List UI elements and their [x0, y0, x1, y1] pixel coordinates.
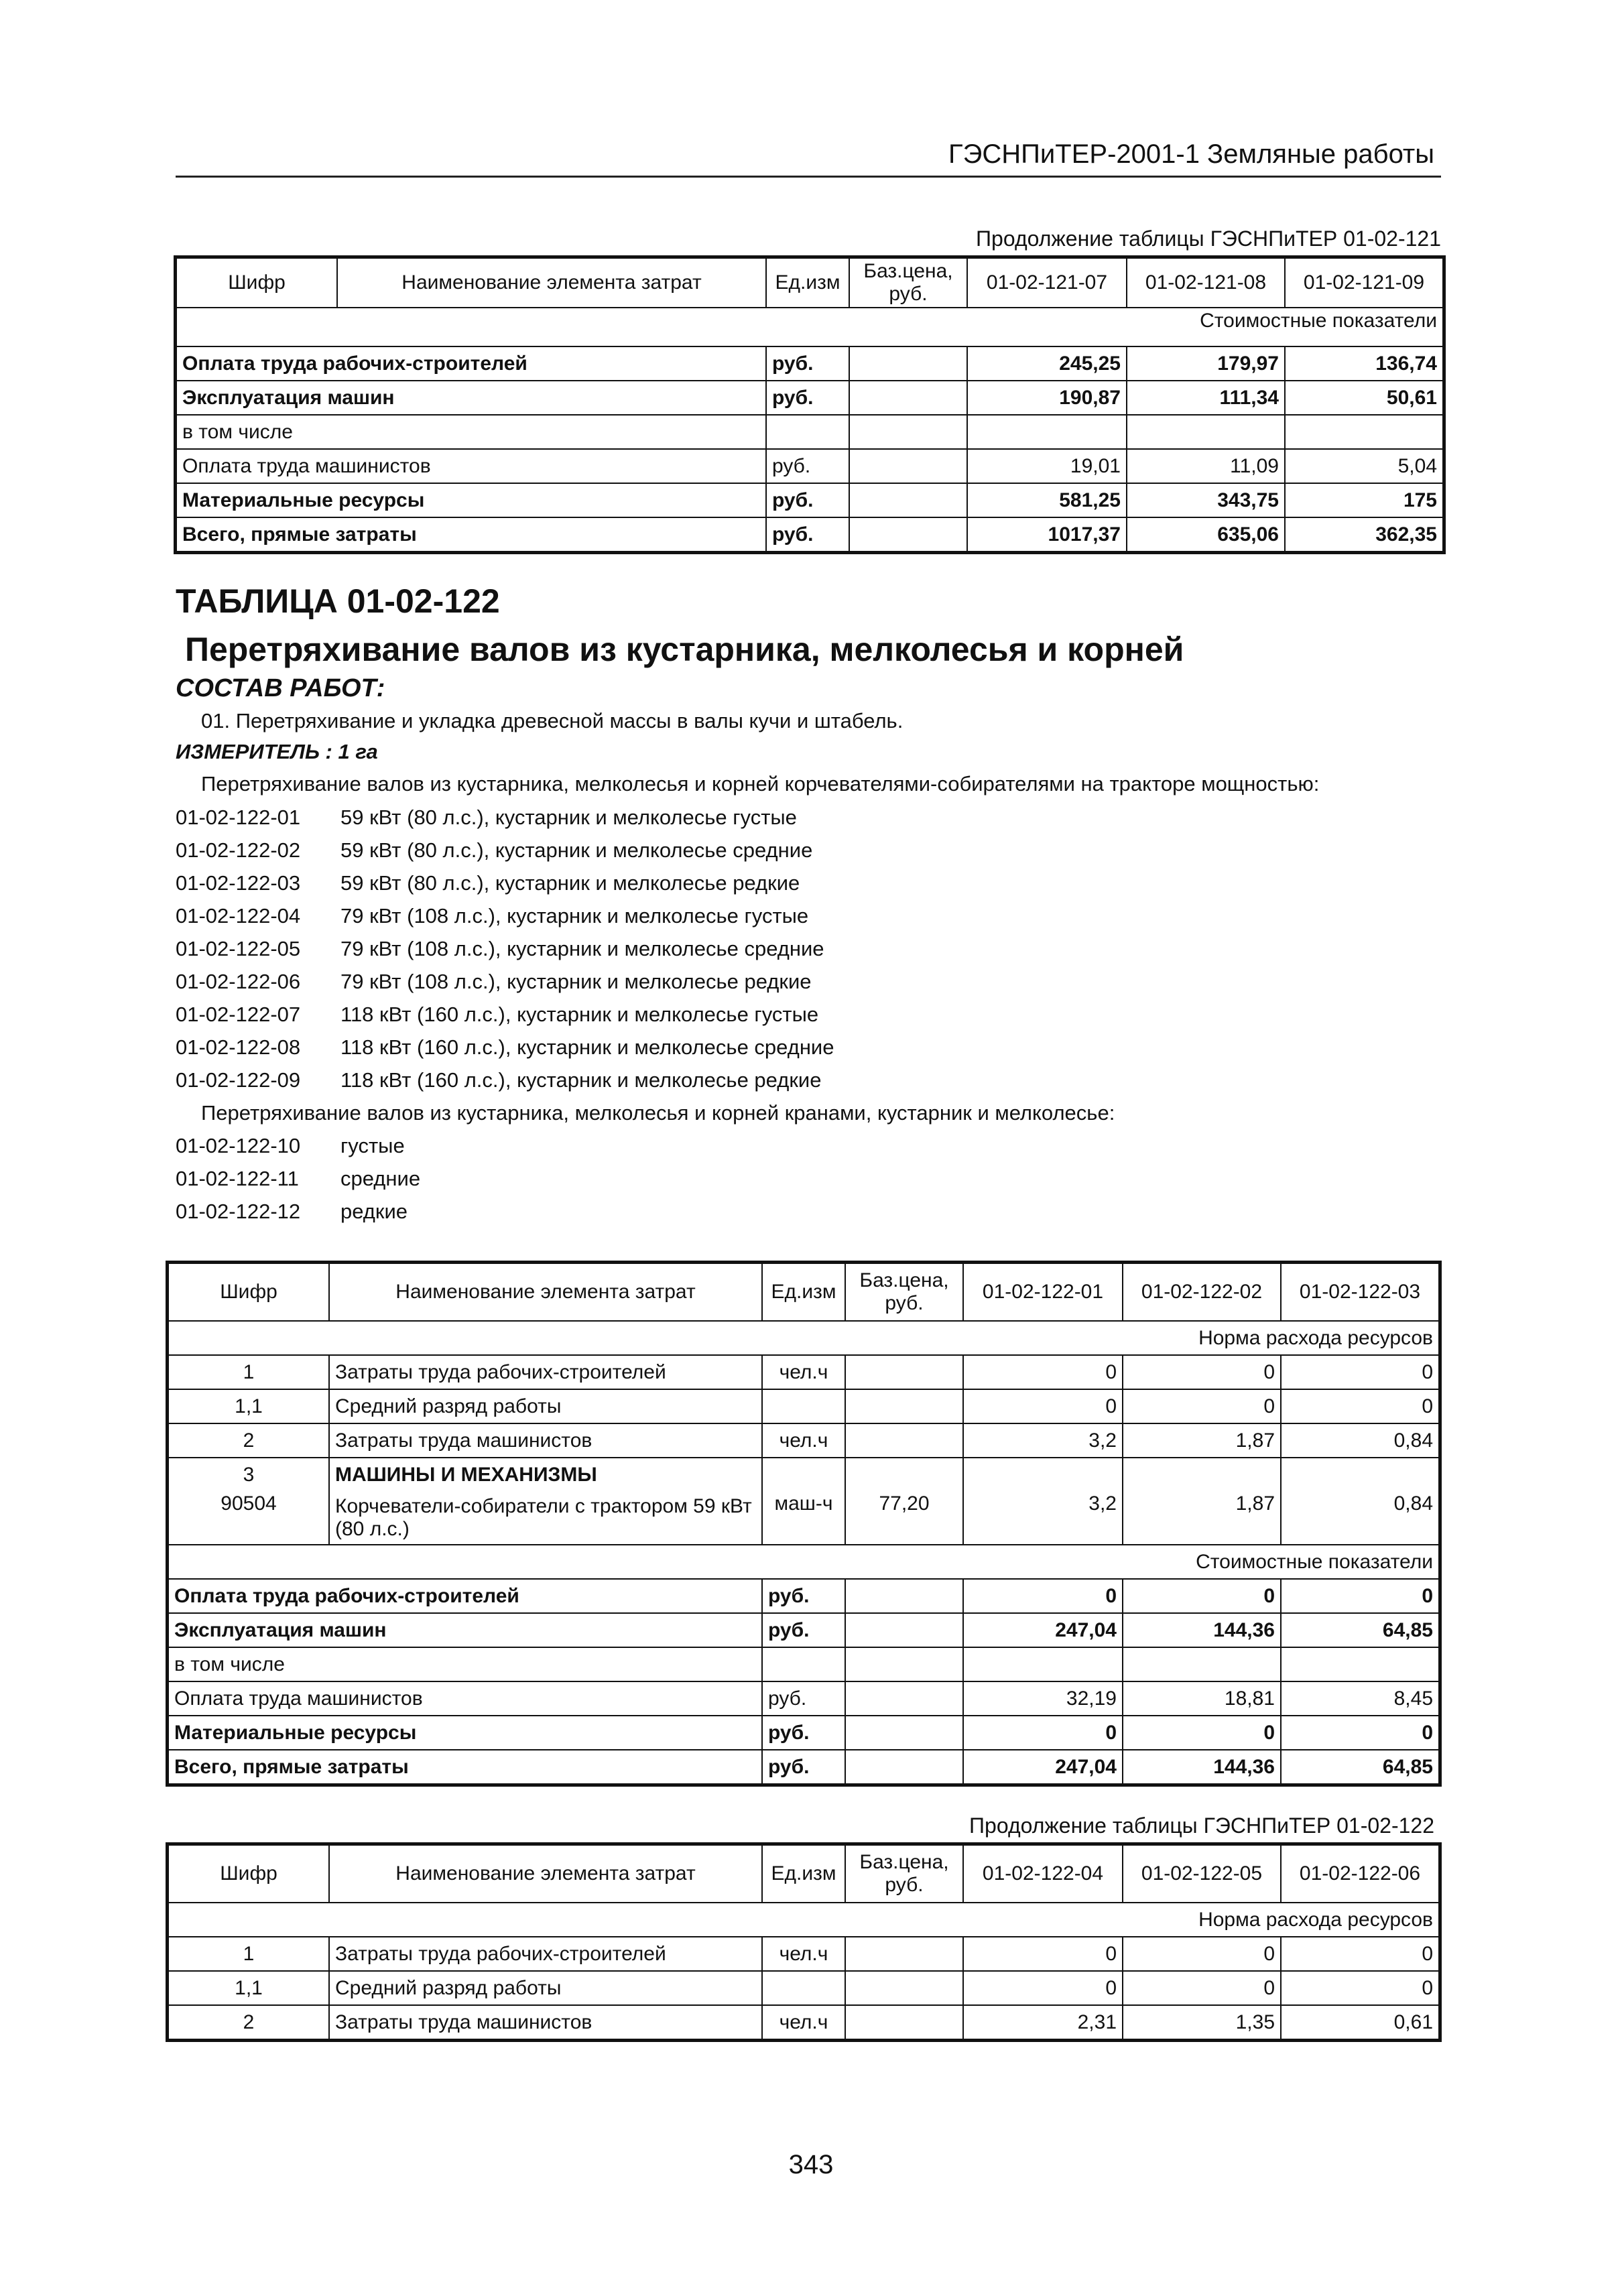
table1-header-cell: Наименование элемента затрат: [337, 258, 766, 308]
table2-row-value: 3,2: [963, 1491, 1123, 1545]
table3-section-label: Норма расхода ресурсов: [168, 1903, 1439, 1937]
measure-unit: ИЗМЕРИТЕЛЬ : 1 га: [176, 740, 378, 763]
table3-row-value: 1,35: [1123, 2005, 1281, 2039]
table1-row-value: 111,34: [1127, 381, 1285, 415]
table1-header-cell: 01-02-121-08: [1127, 258, 1285, 308]
table2-machine-row: [168, 1491, 1439, 1545]
table3-header-cell: Наименование элемента затрат: [329, 1845, 762, 1903]
table1-row-value: 136,74: [1285, 346, 1443, 381]
table-row: [176, 381, 1443, 415]
table2-row-price: [845, 1355, 963, 1389]
table2-cost-value: 144,36: [1123, 1750, 1281, 1784]
intro-text: Перетряхивание валов из кустарника, мелколесья и корней корчевателями-собирателями на тракторе мощностью:: [201, 772, 1320, 795]
table2-cost-name: Материальные ресурсы: [168, 1716, 762, 1750]
table2-header-cell: Ед.изм: [762, 1263, 845, 1321]
list-item-text: 118 кВт (160 л.с.), кустарник и мелколесье средние: [340, 1035, 834, 1059]
table2-section-row: [168, 1321, 1439, 1355]
table2-row-value: 0: [963, 1355, 1123, 1389]
table1-row-value: 179,97: [1127, 346, 1285, 381]
table-row: [168, 1971, 1439, 2005]
table3-row-price: [845, 1937, 963, 1971]
table1-row-value: 362,35: [1285, 517, 1443, 552]
table1-row-price: [849, 415, 967, 449]
table1-header-row: [176, 258, 1443, 308]
table2-row-price: [845, 1389, 963, 1423]
table3-row-price: [845, 1971, 963, 2005]
table2-row-value: 0: [963, 1389, 1123, 1423]
table3-row-value: 2,31: [963, 2005, 1123, 2039]
table2-cost-unit: руб.: [762, 1716, 845, 1750]
page-number: 343: [788, 2150, 834, 2179]
table1-row-unit: руб.: [766, 483, 849, 517]
table2-cost-price: [845, 1647, 963, 1681]
table1-row-name: Оплата труда рабочих-строителей: [176, 346, 766, 381]
table2-header-cell: 01-02-122-03: [1281, 1263, 1439, 1321]
table3-row-value: 0: [1123, 1971, 1281, 2005]
table2-cost-value: 247,04: [963, 1750, 1123, 1784]
section-heading: Перетряхивание валов из кустарника, мелколесья и корней: [185, 631, 1184, 668]
table1-row-price: [849, 449, 967, 483]
table2-row-name: МАШИНЫ И МЕХАНИЗМЫ: [329, 1458, 762, 1491]
list-item-code: 01-02-122-08: [176, 1035, 301, 1059]
table-row: [168, 1647, 1439, 1681]
table2-cost-name: Эксплуатация машин: [168, 1613, 762, 1647]
table2-row-name: Затраты труда машинистов: [329, 1423, 762, 1458]
table2-row-unit: [762, 1389, 845, 1423]
table1-row-unit: руб.: [766, 346, 849, 381]
table2-row-value: 0: [1281, 1389, 1439, 1423]
table3: [168, 1844, 1440, 2040]
list-item-text: средние: [340, 1167, 421, 1190]
table1-row-name: Эксплуатация машин: [176, 381, 766, 415]
table2-row-name: Затраты труда рабочих-строителей: [329, 1355, 762, 1389]
table1-row-unit: [766, 415, 849, 449]
list-item-code: 01-02-122-09: [176, 1068, 301, 1092]
list-item-code: 01-02-122-03: [176, 871, 301, 895]
table2-cost-value: [1281, 1647, 1439, 1681]
table1-row-value: 635,06: [1127, 517, 1285, 552]
list-item-code: 01-02-122-11: [176, 1167, 299, 1190]
table1-header-cell: 01-02-121-09: [1285, 258, 1443, 308]
list-item-text: 79 кВт (108 л.с.), кустарник и мелколесье густые: [340, 904, 809, 928]
table2-cost-value: 0: [963, 1579, 1123, 1613]
table-row: [168, 1716, 1439, 1750]
table1-row-price: [849, 517, 967, 552]
table1-header-cell: 01-02-121-07: [967, 258, 1127, 308]
table2-section-label: Стоимостные показатели: [168, 1545, 1439, 1579]
table3-header-cell: 01-02-122-05: [1123, 1845, 1281, 1903]
table2-row-value: 1,87: [1123, 1423, 1281, 1458]
list-item-code: 01-02-122-04: [176, 904, 301, 928]
table2-row-name: Корчеватели-собиратели с трактором 59 кВт (80 л.с.): [329, 1491, 762, 1545]
list-item-code: 01-02-122-06: [176, 970, 301, 993]
list-item-code: 01-02-122-01: [176, 806, 301, 829]
table2-row-code: 90504: [168, 1491, 329, 1545]
list-item-text: редкие: [340, 1200, 408, 1223]
table3-header-cell: 01-02-122-04: [963, 1845, 1123, 1903]
table2-cost-unit: руб.: [762, 1681, 845, 1716]
table2-cost-value: 0: [1123, 1716, 1281, 1750]
table2-row-value: 0: [1281, 1355, 1439, 1389]
work-item: 01. Перетряхивание и укладка древесной массы в валы кучи и штабель.: [201, 709, 903, 732]
table1-header-cell: Баз.цена, руб.: [849, 258, 967, 308]
table1-row-value: 19,01: [967, 449, 1127, 483]
table2-cost-value: 0: [1281, 1579, 1439, 1613]
table2-row-unit: чел.ч: [762, 1423, 845, 1458]
list-item-text: 79 кВт (108 л.с.), кустарник и мелколесье средние: [340, 937, 824, 960]
table3-row-code: 2: [168, 2005, 329, 2039]
table1-section-label: Стоимостные показатели: [176, 308, 1443, 346]
table2-row-price: 77,20: [845, 1491, 963, 1545]
table1-row-price: [849, 483, 967, 517]
table1-row-value: 581,25: [967, 483, 1127, 517]
table2-row-value: 1,87: [1123, 1491, 1281, 1545]
table3-header-cell: Баз.цена, руб.: [845, 1845, 963, 1903]
table-row: [176, 517, 1443, 552]
table2-cost-value: 0: [1123, 1579, 1281, 1613]
table1-header-cell: Шифр: [176, 258, 337, 308]
table-row: [168, 2005, 1439, 2039]
table2-cost-price: [845, 1579, 963, 1613]
table2-row-value: 0: [1123, 1355, 1281, 1389]
table1-row-value: 1017,37: [967, 517, 1127, 552]
table1-row-value: [1285, 415, 1443, 449]
list-item-text: 59 кВт (80 л.с.), кустарник и мелколесье редкие: [340, 871, 800, 895]
table1: [176, 257, 1444, 552]
table3-row-name: Затраты труда рабочих-строителей: [329, 1937, 762, 1971]
table1-row-name: Всего, прямые затраты: [176, 517, 766, 552]
table2-row-unit: [762, 1458, 845, 1491]
table3-row-value: 0: [963, 1971, 1123, 2005]
table2-row-value: 3,2: [963, 1423, 1123, 1458]
table2-cost-value: 247,04: [963, 1613, 1123, 1647]
table2-row-value: [1123, 1458, 1281, 1491]
table2-row-code: 1,1: [168, 1389, 329, 1423]
list-item-text: 79 кВт (108 л.с.), кустарник и мелколесье редкие: [340, 970, 812, 993]
table2-row-name: Средний разряд работы: [329, 1389, 762, 1423]
table3-row-name: Затраты труда машинистов: [329, 2005, 762, 2039]
table-row: [168, 1389, 1439, 1423]
table3-row-value: 0: [1123, 1937, 1281, 1971]
table2-row-value: [1281, 1458, 1439, 1491]
table1-row-value: 175: [1285, 483, 1443, 517]
table2-header-cell: 01-02-122-02: [1123, 1263, 1281, 1321]
table3-header-cell: 01-02-122-06: [1281, 1845, 1439, 1903]
table2-cost-name: Всего, прямые затраты: [168, 1750, 762, 1784]
table1-row-price: [849, 381, 967, 415]
table1-row-value: 343,75: [1127, 483, 1285, 517]
list-item-text: густые: [340, 1134, 405, 1157]
table2-row-code: 2: [168, 1423, 329, 1458]
table2-row-price: [845, 1423, 963, 1458]
table-row: [176, 415, 1443, 449]
table2-header-cell: Наименование элемента затрат: [329, 1263, 762, 1321]
table1-row-price: [849, 346, 967, 381]
header-rule: [176, 176, 1441, 178]
table2-header-row: [168, 1263, 1439, 1321]
table1-row-value: 11,09: [1127, 449, 1285, 483]
table2-cost-price: [845, 1750, 963, 1784]
table-row: [168, 1355, 1439, 1389]
table1-section-row: [176, 308, 1443, 346]
table1-row-name: в том числе: [176, 415, 766, 449]
table2-cost-price: [845, 1716, 963, 1750]
table-row: [168, 1423, 1439, 1458]
table3-header-cell: Шифр: [168, 1845, 329, 1903]
table-row: [168, 1750, 1439, 1784]
table3-row-unit: [762, 1971, 845, 2005]
running-header: ГЭСНПиТЕР-2001-1 Земляные работы: [948, 139, 1434, 169]
intro-text: Перетряхивание валов из кустарника, мелколесья и корней кранами, кустарник и мелколесье:: [201, 1101, 1115, 1125]
table3-row-value: 0: [1281, 1971, 1439, 2005]
table2-cost-unit: [762, 1647, 845, 1681]
table3-row-value: 0: [1281, 1937, 1439, 1971]
table3-continuation-label: Продолжение таблицы ГЭСНПиТЕР 01-02-122: [969, 1813, 1434, 1838]
table2-row-code: 3: [168, 1458, 329, 1491]
table3-row-unit: чел.ч: [762, 1937, 845, 1971]
table3-section-row: [168, 1903, 1439, 1937]
table2-cost-value: 18,81: [1123, 1681, 1281, 1716]
table1-row-value: 5,04: [1285, 449, 1443, 483]
table1-row-value: [967, 415, 1127, 449]
list-item-code: 01-02-122-12: [176, 1200, 301, 1223]
table1-row-value: 245,25: [967, 346, 1127, 381]
table2-cost-value: 8,45: [1281, 1681, 1439, 1716]
table1-row-value: 50,61: [1285, 381, 1443, 415]
table1-row-value: 190,87: [967, 381, 1127, 415]
table3-row-name: Средний разряд работы: [329, 1971, 762, 2005]
table2-cost-unit: руб.: [762, 1613, 845, 1647]
table-row: [176, 346, 1443, 381]
table2-cost-value: [1123, 1647, 1281, 1681]
list-item-code: 01-02-122-05: [176, 937, 301, 960]
table-row: [168, 1613, 1439, 1647]
table3-header-row: [168, 1845, 1439, 1903]
table1-continuation-label: Продолжение таблицы ГЭСНПиТЕР 01-02-121: [976, 227, 1441, 251]
table2-cost-value: 32,19: [963, 1681, 1123, 1716]
table2-cost-unit: руб.: [762, 1579, 845, 1613]
table2-row-value: 0: [1123, 1389, 1281, 1423]
work-composition-title: СОСТАВ РАБОТ:: [176, 674, 385, 702]
table1-row-value: [1127, 415, 1285, 449]
table1-row-unit: руб.: [766, 381, 849, 415]
table1-row-unit: руб.: [766, 517, 849, 552]
table-row: [168, 1937, 1439, 1971]
table2: [168, 1263, 1440, 1785]
table-row: [176, 449, 1443, 483]
table3-row-price: [845, 2005, 963, 2039]
table2-row-value: 0,84: [1281, 1423, 1439, 1458]
table2-cost-value: [963, 1647, 1123, 1681]
table2-cost-value: 0: [1281, 1716, 1439, 1750]
table1-row-unit: руб.: [766, 449, 849, 483]
table1-row-name: Оплата труда машинистов: [176, 449, 766, 483]
table2-header-cell: Баз.цена, руб.: [845, 1263, 963, 1321]
table2-cost-price: [845, 1681, 963, 1716]
table-title: ТАБЛИЦА 01-02-122: [176, 582, 500, 620]
table2-row-unit: чел.ч: [762, 1355, 845, 1389]
table-row: [168, 1681, 1439, 1716]
table2-section-row: [168, 1545, 1439, 1579]
table-row: [176, 483, 1443, 517]
list-item-text: 59 кВт (80 л.с.), кустарник и мелколесье средние: [340, 838, 813, 862]
table2-cost-value: 144,36: [1123, 1613, 1281, 1647]
list-item-text: 59 кВт (80 л.с.), кустарник и мелколесье густые: [340, 806, 797, 829]
table2-cost-value: 64,85: [1281, 1750, 1439, 1784]
table3-row-value: 0: [963, 1937, 1123, 1971]
list-item-text: 118 кВт (160 л.с.), кустарник и мелколесье густые: [340, 1003, 819, 1026]
table3-row-code: 1,1: [168, 1971, 329, 2005]
table3-row-value: 0,61: [1281, 2005, 1439, 2039]
list-item-code: 01-02-122-07: [176, 1003, 301, 1026]
table2-cost-price: [845, 1613, 963, 1647]
table2-row-code: 1: [168, 1355, 329, 1389]
table2-section-label: Норма расхода ресурсов: [168, 1321, 1439, 1355]
table2-cost-value: 0: [963, 1716, 1123, 1750]
table2-row-value: [963, 1458, 1123, 1491]
table2-cost-name: Оплата труда рабочих-строителей: [168, 1579, 762, 1613]
table2-cost-value: 64,85: [1281, 1613, 1439, 1647]
list-item-code: 01-02-122-10: [176, 1134, 301, 1157]
table3-row-code: 1: [168, 1937, 329, 1971]
table2-header-cell: 01-02-122-01: [963, 1263, 1123, 1321]
list-item-code: 01-02-122-02: [176, 838, 301, 862]
table1-header-cell: Ед.изм: [766, 258, 849, 308]
table2-row-value: 0,84: [1281, 1491, 1439, 1545]
table2-row-unit: маш-ч: [762, 1491, 845, 1545]
table2-cost-name: Оплата труда машинистов: [168, 1681, 762, 1716]
list-item-text: 118 кВт (160 л.с.), кустарник и мелколесье редкие: [340, 1068, 822, 1092]
table-row: [168, 1579, 1439, 1613]
table2-header-cell: Шифр: [168, 1263, 329, 1321]
table3-header-cell: Ед.изм: [762, 1845, 845, 1903]
table3-row-unit: чел.ч: [762, 2005, 845, 2039]
table2-cost-name: в том числе: [168, 1647, 762, 1681]
table2-machines-row: [168, 1458, 1439, 1491]
table1-row-name: Материальные ресурсы: [176, 483, 766, 517]
table2-row-price: [845, 1458, 963, 1491]
table2-cost-unit: руб.: [762, 1750, 845, 1784]
